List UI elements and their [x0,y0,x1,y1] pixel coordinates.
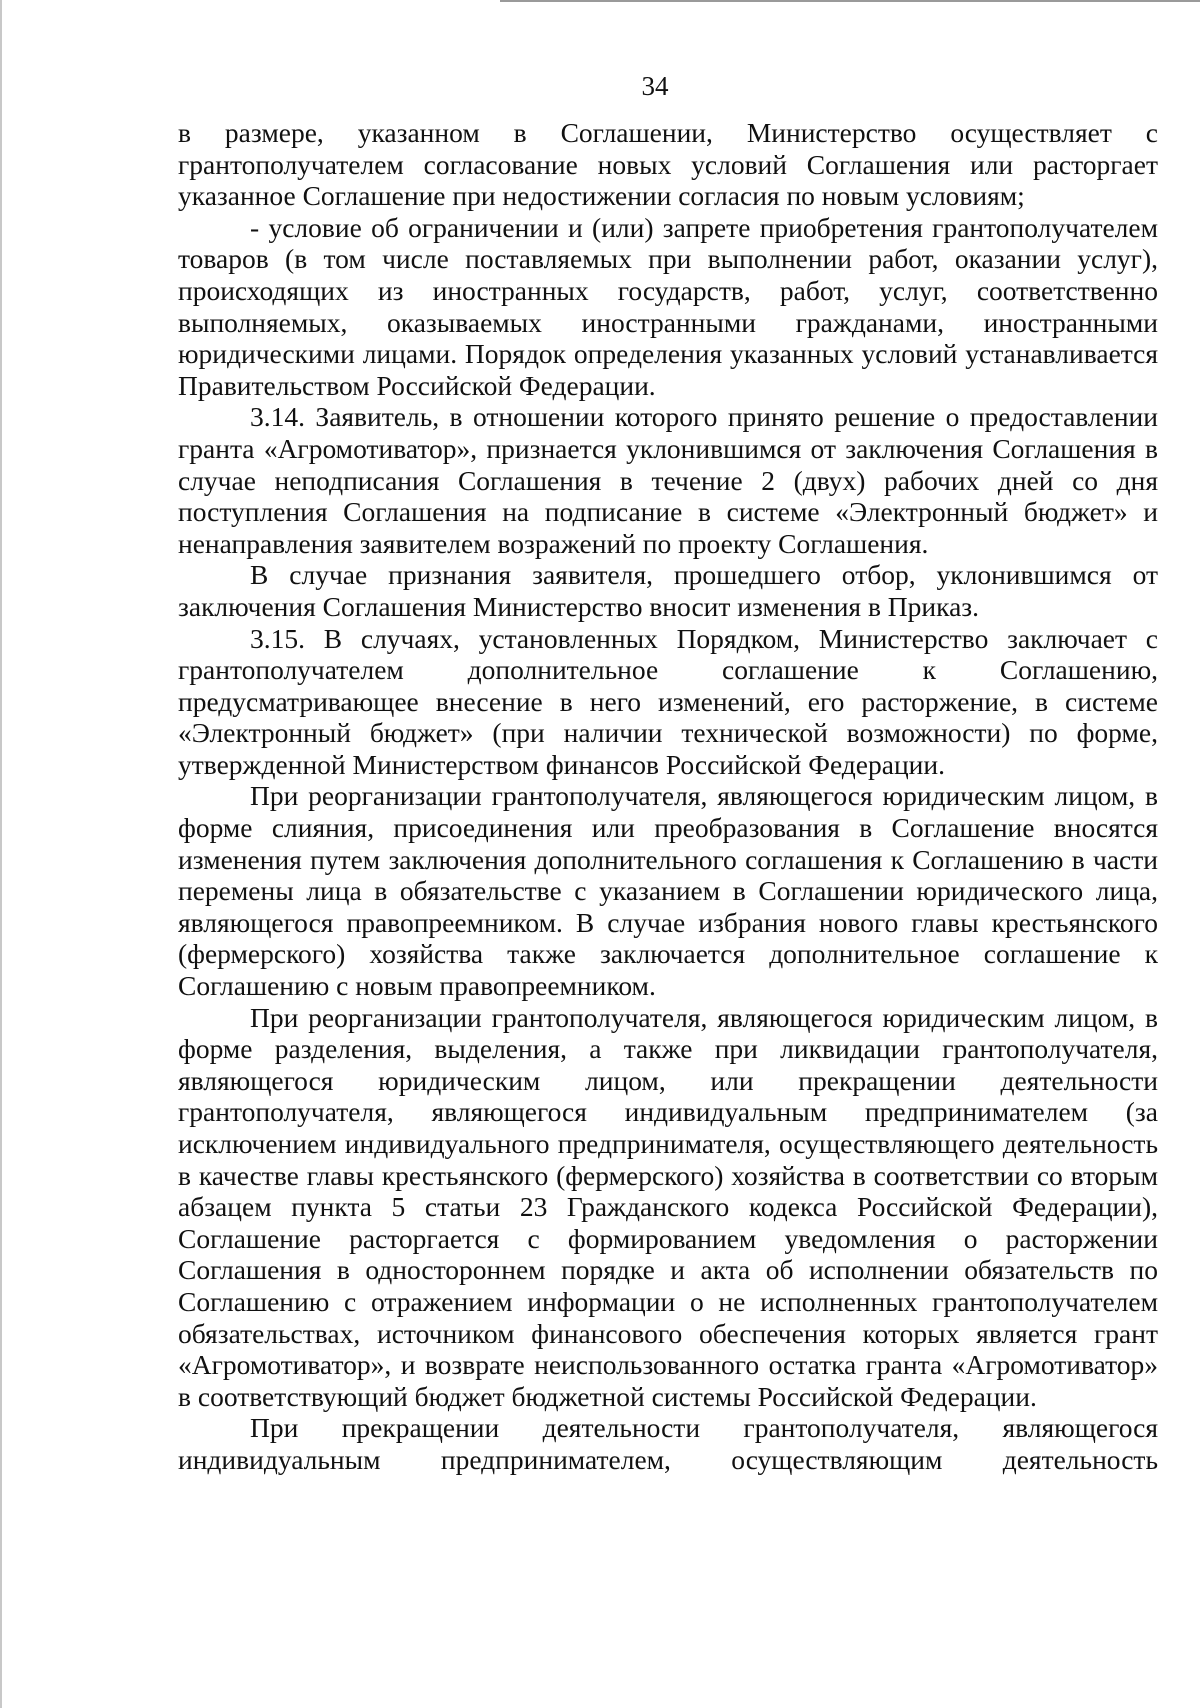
page-number: 34 [641,71,669,101]
paragraph-3-14: 3.14. Заявитель, в отношении которого принято решение о предоставлении гранта «Агромотиватор», признается уклонившимся от заключения Соглашения в случае неподписания Соглашения в течение 2 (двух) рабочих дней со дня поступления Соглашения на подписание в системе «Электронный бюджет» и ненаправления заявителем возражений по проекту Соглашения. [178,401,1158,559]
paragraph-continuation: в размере, указанном в Соглашении, Министерство осуществляет с грантополучателем согласование новых условий Соглашения или расторгает указанное Соглашение при недостижении согласия по новым условиям; [178,117,1158,212]
paragraph-reorganization-merger: При реорганизации грантополучателя, являющегося юридическим лицом, в форме слияния, присоединения или преобразования в Соглашение вносятся изменения путем заключения дополнительного соглашения к Соглашению в части перемены лица в обязательстве с указанием в Соглашении юридического лица, являющегося правопреемником. В случае избрания нового главы крестьянского (фермерского) хозяйства также заключается дополнительное соглашение к Соглашению с новым правопреемником. [178,780,1158,1002]
scan-top-edge [500,0,1200,2]
paragraph-list-item: - условие об ограничении и (или) запрете приобретения грантополучателем товаров (в том числе поставляемых при выполнении работ, оказании услуг), происходящих из иностранных государств, работ, услуг, соответственно выполняемых, оказываемых иностранными гражданами, иностранными юридическими лицами. Порядок определения указанных условий устанавливается Правительством Российской Федерации. [178,211,1158,401]
paragraph-3-15: 3.15. В случаях, установленных Порядком, Министерство заключает с грантополучателем дополнительное соглашение к Соглашению, предусматривающее внесение в него изменений, его расторжение, в системе «Электронный бюджет» (при наличии технической возможности) по форме, утвержденной Министерством финансов Российской Федерации. [178,622,1158,780]
document-body [178,117,1158,1476]
paragraph-evasion: В случае признания заявителя, прошедшего отбор, уклонившимся от заключения Соглашения Министерство вносит изменения в Приказ. [178,559,1158,622]
scan-left-edge [0,0,2,1708]
paragraph-reorganization-division: При реорганизации грантополучателя, являющегося юридическим лицом, в форме разделения, выделения, а также при ликвидации грантополучателя, являющегося юридическим лицом, или прекращении деятельности грантополучателя, являющегося индивидуальным предпринимателем (за исключением индивидуального предпринимателя, осуществляющего деятельность в качестве главы крестьянского (фермерского) хозяйства в соответствии со вторым абзацем пункта 5 статьи 23 Гражданского кодекса Российской Федерации), Соглашение расторгается с формированием уведомления о расторжении Соглашения в одностороннем порядке и акта об исполнении обязательств по Соглашению с отражением информации о не исполненных грантополучателем обязательствах, источником финансового обеспечения которых является грант «Агромотиватор», и возврате неиспользованного остатка гранта «Агромотиватор» в соответствующий бюджет бюджетной системы Российской Федерации. [178,1001,1158,1412]
paragraph-termination: При прекращении деятельности грантополучателя, являющегося индивидуальным предпринимателем, осуществляющим деятельность [178,1412,1158,1475]
